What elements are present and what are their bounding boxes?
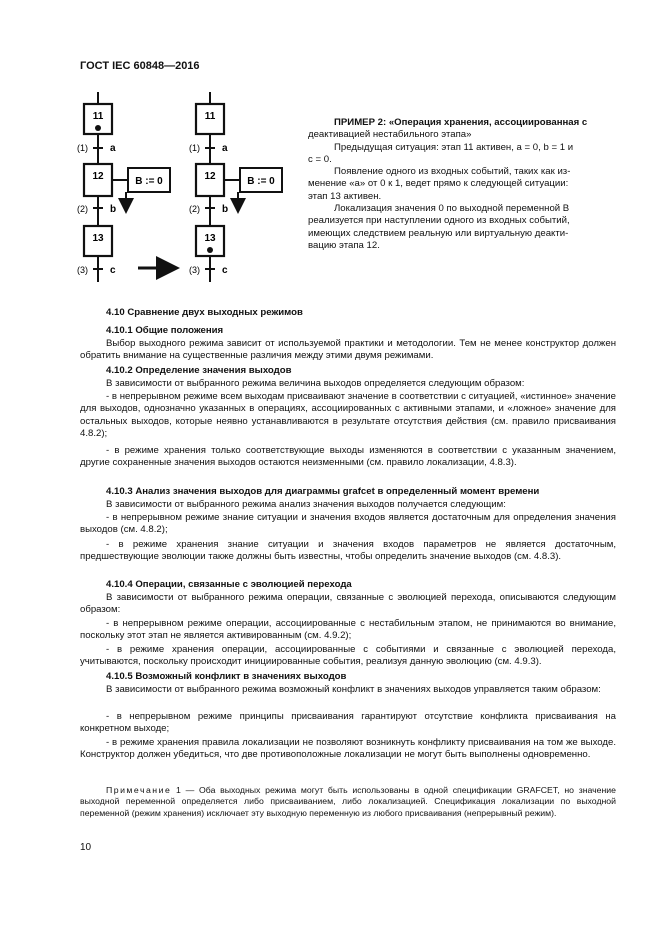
svg-text:c: c — [110, 265, 116, 276]
active-token-icon — [207, 247, 213, 253]
paragraph: - в режиме хранения правила локализации не позволяют возникнуть конфликту присваивания на том же выходе. Конструктор должен убедиться, что две противоположные локализации не могут быть выполнены одновременно. — [80, 737, 616, 761]
paragraph: Выбор выходного режима зависит от используемой практики и методологии. Тем не менее конструктор должен обратить внимание на существенные различия между этими двумя режимами. — [80, 338, 616, 362]
svg-text:a: a — [110, 143, 116, 154]
example-block: ПРИМЕР 2: «Операция хранения, ассоциированная с деактивацией нестабильного этапа» Предыдущая ситуация: этап 11 активен, a = 0, b = 1 и c = 0. Появление одного из входных событий, таких как из- менение «а» от 0 к 1, ведет прямо к следующей ситуации: этап 13 активен. Локализация значения 0 по выходной переменной B реализуется при наступлении одного из входных событий, имеющих следствием реальную или виртуальную деакти- вацию этапа 12. — [308, 117, 616, 252]
paragraph: - в непрерывном режиме принципы присваивания гарантируют отсутствие конфликта присваивания на конкретном выходе; — [80, 711, 616, 735]
svg-text:B := 0: B := 0 — [247, 176, 275, 187]
example-title: ПРИМЕР 2: «Операция хранения, ассоциированная с — [334, 117, 588, 128]
grafcet-diagram — [70, 92, 310, 282]
document-header: ГОСТ IEC 60848—2016 — [80, 60, 200, 72]
grafcet-left — [77, 92, 170, 282]
svg-text:b: b — [110, 204, 117, 215]
section-heading: 4.10 Сравнение двух выходных режимов — [106, 307, 303, 318]
svg-text:c: c — [222, 265, 228, 276]
paragraph: В зависимости от выбранного режима анализ значения выходов получается следующим: — [106, 499, 506, 510]
svg-text:(2): (2) — [77, 204, 88, 214]
svg-text:B := 0: B := 0 — [135, 176, 163, 187]
paragraph: - в режиме хранения только соответствующие выходы изменяются в соответствии с указанным значением, другие сохраненные значения выходов остаются неизменными (см. правило локализации, 4.8.3). — [80, 445, 616, 469]
svg-text:11: 11 — [204, 111, 216, 122]
svg-text:b: b — [222, 204, 229, 215]
note — [80, 785, 616, 819]
svg-text:13: 13 — [204, 233, 216, 244]
paragraph: В зависимости от выбранного режима величина выходов определяется следующим образом: — [106, 378, 525, 389]
section-heading: 4.10.4 Операции, связанные с эволюцией перехода — [106, 579, 352, 590]
svg-text:(2): (2) — [189, 204, 200, 214]
svg-text:13: 13 — [92, 233, 104, 244]
paragraph: В зависимости от выбранного режима возможный конфликт в значениях выходов управляется таким образом: — [106, 684, 601, 695]
step-label: 11 — [92, 111, 104, 122]
svg-text:(3): (3) — [189, 265, 200, 275]
note-label: Примечание — [106, 785, 172, 795]
paragraph: - в непрерывном режиме знание ситуации и значения входов является достаточным для определения значения выходов (см. 4.8.2); — [80, 512, 616, 536]
grafcet-right — [189, 92, 282, 282]
section-heading: 4.10.1 Общие положения — [106, 325, 224, 336]
section-heading: 4.10.2 Определение значения выходов — [106, 365, 292, 376]
svg-text:12: 12 — [204, 171, 216, 182]
page-number: 10 — [80, 842, 92, 853]
section-heading: 4.10.3 Анализ значения выходов для диаграммы grafcet в определенный момент времени — [106, 486, 540, 497]
note-text: 1 — Оба выходных режима могут быть использованы в одной спецификации GRAFCET, но значение выходной переменной определяется либо присваиванием, либо локализацией. Спецификация локализации по выходной переменной (режим хранения) исключает эту выходную переменную из любого присваивания (непрерывный режим). — [80, 785, 616, 818]
paragraph: - в непрерывном режиме операции, ассоциированные с нестабильным этапом, не принимаются во внимание, поскольку этот этап не является активированным (см. 4.9.2); — [80, 618, 616, 642]
section-heading: 4.10.5 Возможный конфликт в значениях выходов — [106, 671, 347, 682]
svg-text:(3): (3) — [77, 265, 88, 275]
svg-text:a: a — [222, 143, 228, 154]
paragraph: - в режиме хранения операции, ассоциированные с событиями и связанные с эволюцией перехода, учитываются, поскольку происходит инициированные события, реализуя данную эволюцию (см. 4.9.3). — [80, 644, 616, 668]
paragraph: - в непрерывном режиме всем выходам присваивают значение в соответствии с ситуацией, «истинное» значение для выходов, однозначно указанных в операциях, ассоциированных с активными этапами, и «ложное» значение для остальных выходов, которые неявно устанавливаются в результате отсутствия действия (см. правило присваивания 4.8.2); — [80, 391, 616, 439]
svg-text:(1): (1) — [189, 143, 200, 153]
svg-text:(1): (1) — [77, 143, 88, 153]
active-token-icon — [95, 125, 101, 131]
svg-text:12: 12 — [92, 171, 104, 182]
paragraph: - в режиме хранения знание ситуации и значения входов параметров не является достаточным, предшествующие эволюции также должны быть известны, чтобы определить значение выходов (см. 4.8.3). — [80, 539, 616, 563]
paragraph: В зависимости от выбранного режима операции, связанные с эволюцией перехода, описываются следующим образом: — [80, 592, 616, 616]
